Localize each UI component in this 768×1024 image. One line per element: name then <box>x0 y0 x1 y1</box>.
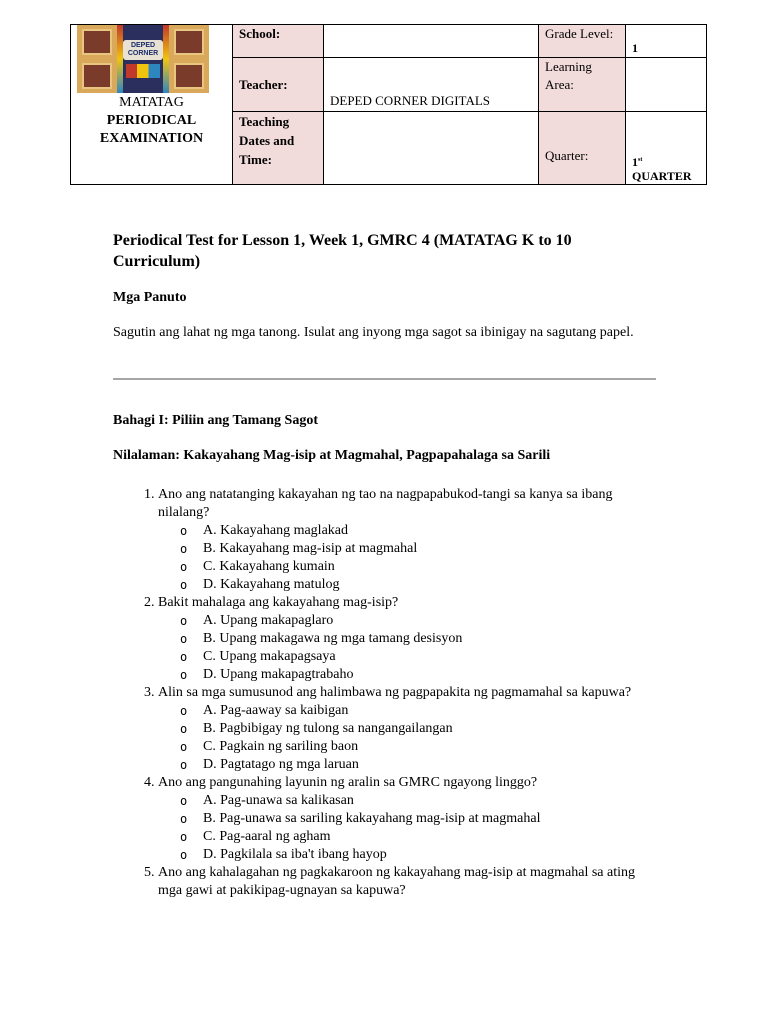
instructions-text: Sagutin ang lahat ng mga tanong. Isulat ang inyong mga sagot sa ibinigay na sagutang papel. <box>113 325 634 340</box>
answer-option: o A. Pag-unawa sa kalikasan <box>180 792 658 810</box>
logo-title-cell <box>71 25 233 185</box>
quarter-word: QUARTER <box>632 169 692 183</box>
header-table <box>70 24 707 185</box>
answer-option: o C. Upang makapagsaya <box>180 648 658 666</box>
answer-option: o A. Pag-aaway sa kaibigan <box>180 702 658 720</box>
answer-option: o B. Pag-unawa sa sariling kakayahang mag-isip at magmahal <box>180 810 658 828</box>
question-text: Alin sa mga sumusunod ang halimbawa ng pagpapakita ng pagmamahal sa kapuwa? <box>158 685 632 700</box>
answer-option: o B. Upang makagawa ng mga tamang desisyon <box>180 630 658 648</box>
learning-area-label: Learning Area: <box>539 58 626 112</box>
answer-option: o A. Upang makapaglaro <box>180 612 658 630</box>
teacher-value: DEPED CORNER DIGITALS <box>324 58 539 112</box>
quarter-value <box>626 112 707 185</box>
questions-section <box>113 413 658 464</box>
grade-level-label: Grade Level: <box>539 25 626 58</box>
question-list <box>113 486 658 900</box>
answer-option: o B. Kakayahang mag-isip at magmahal <box>180 540 658 558</box>
question-item <box>158 774 658 864</box>
teacher-label: Teacher: <box>233 58 324 112</box>
question-item <box>158 486 658 594</box>
answer-option: o D. Pagtatago ng mga laruan <box>180 756 658 774</box>
question-item <box>158 684 658 774</box>
answer-option: o D. Kakayahang matulog <box>180 576 658 594</box>
answer-option: o A. Kakayahang maglakad <box>180 522 658 540</box>
answer-option: o C. Pag-aaral ng agham <box>180 828 658 846</box>
exam-title-line-2: PERIODICAL <box>106 113 197 128</box>
learning-area-value <box>626 58 707 112</box>
school-value <box>324 25 539 58</box>
quarter-label: Quarter: <box>539 112 626 185</box>
question-item <box>158 594 658 684</box>
exam-title <box>71 94 232 148</box>
question-list-wrapper <box>113 486 658 900</box>
logo-text: DEPED CORNER <box>123 40 163 60</box>
option-list <box>158 522 658 594</box>
deped-corner-logo <box>77 25 209 93</box>
part-heading: Bahagi I: Piliin ang Tamang Sagot <box>113 413 319 428</box>
quarter-number: 1 <box>632 155 638 169</box>
exam-title-line-3: EXAMINATION <box>99 131 204 146</box>
quarter-suffix: st <box>638 157 643 163</box>
grade-level-value: 1 <box>626 25 707 58</box>
question-item <box>158 864 658 900</box>
option-list <box>158 792 658 864</box>
option-list <box>158 612 658 684</box>
answer-option: o C. Kakayahang kumain <box>180 558 658 576</box>
question-text: Ano ang kahalagahan ng pagkakaroon ng kakayahang mag-isip at magmahal sa ating mga gawi at pakikipag-ugnayan sa kapuwa? <box>158 865 636 898</box>
exam-title-line-1: MATATAG <box>119 95 184 110</box>
question-text: Bakit mahalaga ang kakayahang mag-isip? <box>158 595 399 610</box>
teaching-dates-label: Teaching Dates and Time: <box>233 112 324 185</box>
school-label: School: <box>233 25 324 58</box>
horizontal-rule <box>113 378 656 380</box>
answer-option: o D. Upang makapagtrabaho <box>180 666 658 684</box>
content-heading: Nilalaman: Kakayahang Mag-isip at Magmahal, Pagpapahalaga sa Sarili <box>113 448 551 463</box>
document-title: Periodical Test for Lesson 1, Week 1, GMRC 4 (MATATAG K to 10 Curriculum) <box>113 232 572 270</box>
answer-option: o B. Pagbibigay ng tulong sa nangangailangan <box>180 720 658 738</box>
instructions-heading: Mga Panuto <box>113 290 187 305</box>
question-text: Ano ang natatanging kakayahan ng tao na nagpapabukod-tangi sa kanya sa ibang nilalang? <box>158 487 613 520</box>
answer-option: o C. Pagkain ng sariling baon <box>180 738 658 756</box>
answer-option: o D. Pagkilala sa iba't ibang hayop <box>180 846 658 864</box>
option-list <box>158 702 658 774</box>
teaching-dates-value <box>324 112 539 185</box>
question-text: Ano ang pangunahing layunin ng aralin sa GMRC ngayong linggo? <box>158 775 538 790</box>
document-body <box>113 230 658 342</box>
